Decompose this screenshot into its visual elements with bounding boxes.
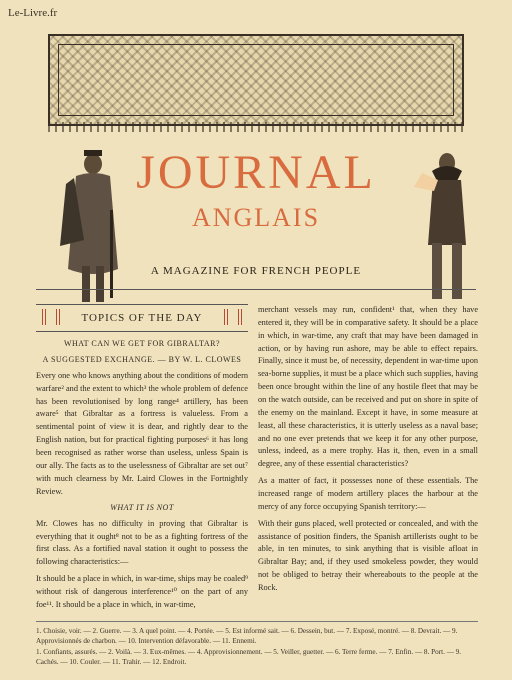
- article-byline: A SUGGESTED EXCHANGE. — BY W. L. CLOWES: [42, 355, 242, 365]
- masthead-subtitle: ANGLAIS: [191, 203, 321, 232]
- footnote-left: 1. Choisie, voir. — 2. Guerre. — 3. A quel point. — 4. Portée. — 5. Est informé sait. — 6. Dessein, but. — 7. Exposé, montré. — 8. Devrait. — 9. Approvisionnés de charbon. — 10. Intervention défavorable. — 11. Ennemi.: [36, 627, 458, 646]
- pen-ornament-icon: [42, 309, 60, 325]
- footnotes: [36, 621, 478, 668]
- article-subhead: WHAT IT IS NOT: [110, 503, 174, 513]
- pen-ornament-icon: [224, 309, 242, 325]
- paragraph: Mr. Clowes has no difficulty in proving that Gibraltar is everything that it ought⁸ not to be as a fighting fortress of the first class. As a fortified naval station it ought to possess the following characteristics:—: [36, 518, 248, 567]
- paragraph: It should be a place in which, in war-time, ships may be coaled⁹ without risk of dangerous interference¹⁰ on the part of any foe¹¹. It should be a place in which, in war-time,: [36, 574, 248, 609]
- footnote-right: 1. Confiants, assurés. — 2. Voilà. — 3. Eux-mêmes. — 4. Approvisionnement. — 5. Veiller, guetter. — 6. Terre ferme. — 7. Enfin. — 8. Port. — 9. Cachés. — 10. Couler. — 11. Trahir. — 12. Endroit.: [36, 647, 462, 667]
- corner-label: Le-Livre.fr: [8, 7, 58, 19]
- article-headline: WHAT CAN WE GET FOR GIBRALTAR?: [63, 339, 221, 348]
- masthead-rule: [36, 289, 476, 290]
- paragraph: With their guns placed, well protected or concealed, and with the assistance of position finders, the Spanish artillerists ought to be able, in ten minutes, to sink anything that is visible afloat in Gibraltar Bay; and, if they used smokeless powder, they would not be obliged to betray their whereabouts to the people at the Rock.: [258, 518, 478, 593]
- masthead-title: JOURNAL: [136, 146, 376, 199]
- banner-fringe: [48, 122, 464, 132]
- right-column: [258, 304, 478, 599]
- paragraph: As a matter of fact, it possesses none of these essentials. The increased range of modern artillery places the harbour at the mercy of any force occupying Spanish territory:—: [258, 476, 478, 511]
- paragraph: Every one who knows anything about the conditions of modern warfare² and the extent to which³ the whole problem of defence has been revolutionised by long range⁴ artillery, has been aware⁵ that Gibraltar as a fortress is valueless. From a sentimental point of view it is dear, and rightly dear to the English nation, but for practical fighting purposes⁶ it has long been recognised as rather worse than useless, unless Spain is our ally. The facts as to the uselessness of Gibraltar are set out⁷ with much clearness by Mr. Laird Clowes in the Fortnightly Review.: [36, 370, 248, 496]
- section-title: TOPICS OF THE DAY: [81, 312, 203, 324]
- masthead-tagline: A MAGAZINE FOR FRENCH PEOPLE: [150, 265, 362, 277]
- left-column: [36, 304, 248, 616]
- section-header: [36, 304, 248, 332]
- paragraph: merchant vessels may run, confident¹ that, when they have entered it, they will be in comparative safety. It should be a place in which, in war-time, any craft that may have been damaged in action, or by having run ashore, may be able to effect repairs. Finally, since it must be, of necessity, dependent in war-time upon sea-borne supplies, it must be a place which such supplies, having been once brought within the line of any hostile fleet that may be on the watch outside, can be received and put on shore in spite of the enemy on the mainland. Except it have, in some measure at least, all these characteristics, it is utterly useless as a naval base; and no one ever pretends that we keep it for any other purpose, unless, indeed, as a mere trophy. Has it, then, even in a small degree, any of these essential characteristics?: [258, 305, 478, 469]
- ornamental-banner: [48, 34, 464, 126]
